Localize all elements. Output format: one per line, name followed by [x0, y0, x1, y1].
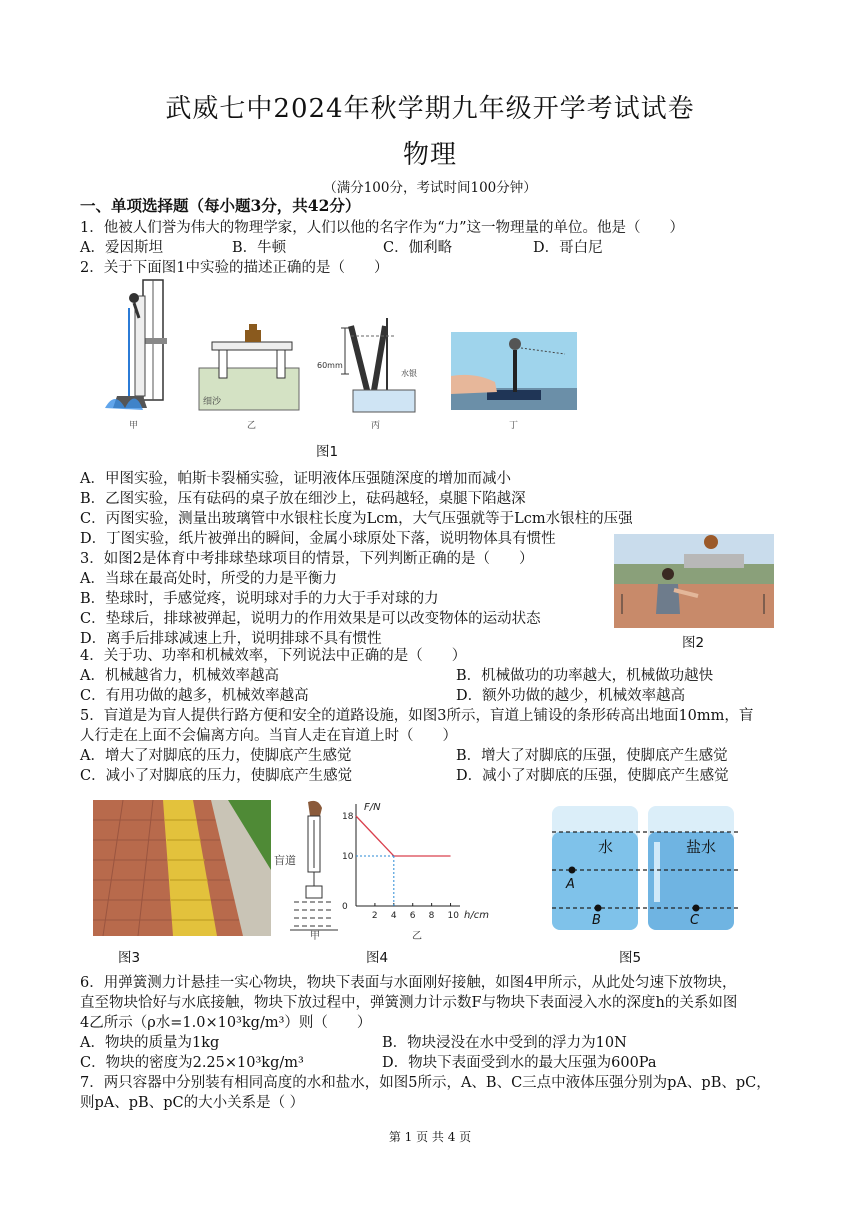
fig4-jia-spring-scale-illustration: [290, 801, 338, 930]
q2-option-a: A．甲图实验，帕斯卡裂桶实验，证明液体压强随深度的增加而减小: [80, 471, 511, 487]
fig1-mercury-label: 水银: [401, 369, 417, 378]
fig1-sand-label: 细沙: [203, 397, 222, 407]
q1-option-b: B．牛顿: [232, 240, 287, 256]
fig5-right-container: [648, 806, 734, 930]
q5-option-c: C．减小了对脚底的压力，使脚底产生感觉: [80, 768, 353, 784]
figure-5-caption: 图5: [619, 950, 642, 966]
q5-stem-line1: 5．盲道是为盲人提供行路方便和安全的道路设施，如图3所示，盲道上铺设的条形砖高出地面10mm，盲: [80, 708, 754, 724]
q2-option-b: B．乙图实验，压有砝码的桌子放在细沙上，砝码越轻，桌腿下陷越深: [80, 491, 526, 507]
chart-x-tick-label: 8: [428, 911, 435, 921]
q6-stem-line1: 6．用弹簧测力计悬挂一实心物块，物块下表面与水面刚好接触，如图4甲所示，从此处匀速下放物块，: [80, 975, 737, 991]
q7-stem-line1: 7．两只容器中分别装有相同高度的水和盐水，如图5所示，A、B、C三点中液体压强分别为pA、pB、pC，: [80, 1075, 771, 1091]
fig5-water-label: 水: [598, 838, 614, 856]
fig4-yi-chart: [342, 802, 489, 921]
q3-option-c: C．垫球后，排球被弹起，说明力的作用效果是可以改变物体的运动状态: [80, 611, 541, 627]
q6-option-c: C．物块的密度为2.25×10³kg/m³: [80, 1055, 304, 1071]
q5-option-a: A．增大了对脚底的压力，使脚底产生感觉: [80, 748, 352, 764]
figure-2-volleyball-photo: [614, 534, 774, 628]
subject-title: 物理: [402, 140, 457, 170]
q2-option-d: D．丁图实验，纸片被弹出的瞬间，金属小球原处下落，说明物体具有惯性: [80, 531, 556, 547]
q3-stem: 3．如图2是体育中考排球垫球项目的情景，下列判断正确的是（ ）: [80, 551, 534, 567]
q1-stem: 1．他被人们誉为伟大的物理学家，人们以他的名字作为“力”这一物理量的单位。他是（ ）: [80, 220, 685, 236]
figure-2-caption: 图2: [682, 635, 705, 651]
fig1-label-jia: 甲: [129, 421, 139, 431]
point-c-marker: [693, 905, 700, 912]
q5-option-d: D．减小了对脚底的压强，使脚底产生感觉: [456, 768, 729, 784]
chart-series-line: [356, 816, 451, 856]
q4-option-a: A．机械越省力，机械效率越高: [80, 668, 279, 684]
q1-option-d: D．哥白尼: [533, 240, 603, 256]
chart-ylabel: F/N: [364, 802, 381, 813]
exam-title: 武威七中2024年秋学期九年级开学考试试卷: [165, 94, 695, 124]
fig5-left-container: [552, 806, 638, 930]
q6-stem-line2: 直至物块恰好与水底接触，物块下放过程中，弹簧测力计示数F与物块下表面浸入水的深度h的关系如图: [80, 995, 738, 1011]
fig4-jia-label: 甲: [310, 931, 320, 940]
page-footer: 第 1 页 共 4 页: [388, 1130, 472, 1144]
figure-1-caption: 图1: [316, 444, 339, 460]
chart-y-tick-label: 0: [342, 902, 348, 912]
figure-3-tactile-paving-photo: [93, 800, 271, 936]
exam-note: （满分100分，考试时间100分钟）: [323, 180, 537, 196]
fig1-ding-inertia-photo: [451, 332, 577, 410]
q6-stem-line3: 4乙所示（ρ水=1.0×10³kg/m³）则（ ）: [80, 1015, 372, 1031]
point-c-label: C: [690, 913, 700, 928]
fig1-bing-torricelli-illustration: [341, 318, 415, 412]
point-a-label: A: [566, 877, 575, 892]
q4-option-c: C．有用功做的越多，机械效率越高: [80, 688, 309, 704]
q2-stem: 2．关于下面图1中实验的描述正确的是（ ）: [80, 260, 389, 276]
q5-option-b: B．增大了对脚底的压强，使脚底产生感觉: [456, 748, 728, 764]
q6-option-b: B．物块浸没在水中受到的浮力为10N: [382, 1035, 627, 1051]
q4-option-d: D．额外功做的越少，机械效率越高: [456, 688, 686, 704]
figure-4-caption: 图4: [366, 950, 389, 966]
figure-1: [95, 278, 590, 436]
q3-option-a: A．当球在最高处时，所受的力是平衡力: [80, 571, 337, 587]
figure-3-caption: 图3: [118, 950, 141, 966]
fig1-jia-barrel-illustration: [105, 280, 167, 410]
fig3-tactile-label: 盲道: [274, 854, 296, 867]
chart-y-tick-label: 18: [342, 812, 354, 822]
figure-4: [274, 800, 494, 940]
q1-option-a: A．爱因斯坦: [80, 240, 163, 256]
q2-option-c: C．丙图实验，测量出玻璃管中水银柱长度为Lcm，大气压强就等于Lcm水银柱的压强: [80, 511, 633, 527]
q6-option-d: D．物块下表面受到水的最大压强为600Pa: [382, 1055, 657, 1071]
chart-xlabel: h/cm: [464, 910, 489, 921]
q5-stem-line2: 人行走在上面不会偏离方向。当盲人走在盲道上时（ ）: [80, 728, 457, 744]
q6-option-a: A．物块的质量为1kg: [80, 1035, 220, 1051]
point-b-label: B: [592, 913, 601, 928]
chart-y-tick-label: 10: [342, 852, 354, 862]
fig1-label-yi: 乙: [247, 421, 257, 431]
q1-option-c: C．伽利略: [383, 240, 453, 256]
fig5-saltwater-label: 盐水: [686, 838, 717, 856]
figure-5: [552, 806, 738, 930]
fig1-label-ding: 丁: [509, 421, 519, 431]
fig1-height-label: 60mm: [317, 361, 343, 370]
chart-x-tick-label: 10: [447, 911, 459, 921]
point-a-marker: [569, 867, 576, 874]
chart-x-tick-label: 6: [409, 911, 416, 921]
q4-stem: 4．关于功、功率和机械效率，下列说法中正确的是（ ）: [80, 648, 467, 664]
point-b-marker: [595, 905, 602, 912]
fig1-label-bing: 丙: [371, 421, 381, 431]
section-heading: 一、单项选择题（每小题3分，共42分）: [80, 196, 361, 215]
q3-option-b: B．垫球时，手感觉疼，说明球对手的力大于手对球的力: [80, 591, 439, 607]
q4-option-b: B．机械做功的功率越大，机械做功越快: [456, 668, 714, 684]
chart-x-tick-label: 2: [371, 911, 378, 921]
q3-option-d: D．离手后排球减速上升，说明排球不具有惯性: [80, 631, 382, 647]
q7-stem-line2: 则pA、pB、pC的大小关系是（ ）: [80, 1095, 305, 1111]
chart-x-tick-label: 4: [390, 911, 397, 921]
fig4-yi-label: 乙: [412, 931, 422, 940]
